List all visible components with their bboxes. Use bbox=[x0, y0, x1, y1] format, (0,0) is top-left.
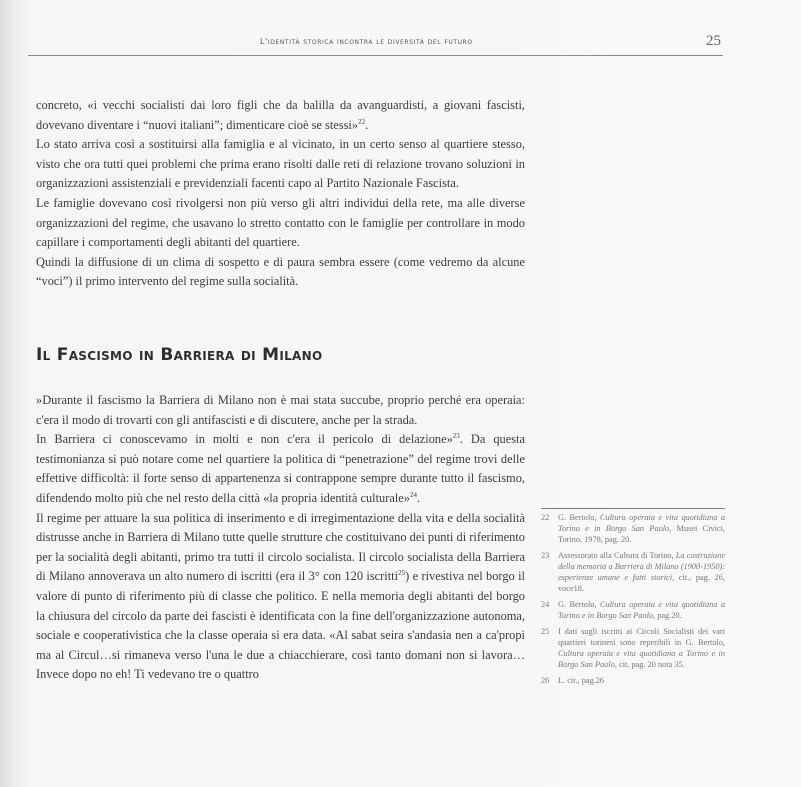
footnote-post: , Musei Civici, Torino, 1978, pag. 20. bbox=[558, 524, 725, 544]
footnote-number: 22 bbox=[541, 513, 550, 522]
footnote-ref[interactable]: 22 bbox=[358, 117, 366, 126]
section-heading: Il Fascismo in Barriera di Milano bbox=[36, 345, 323, 365]
footnote-title: La costruzione della memoria a Barriera di Milano (1900-1950): esperienze umane e fatti storici bbox=[558, 551, 725, 582]
paragraph-text: concreto, «i vecchi socialisti dai loro figli che da balilla da avanguardisti, a giovani fascisti, dovevano diventare i “nuovi italiani”; dimenticare cioè se stessi» bbox=[36, 98, 525, 132]
footnote-pre: Assessorato alla Cultura di Torino, bbox=[558, 551, 676, 560]
paragraph: »Durante il fascismo la Barriera di Milano non è mai stata succube, proprio perché era operaia: c'era il modo di trovarti con gli antifascisti e di discutere, anche per la strada. bbox=[36, 393, 525, 427]
footnote-title: Cultura operaia e vita quotidiana a Torino e in Borgo San Paolo bbox=[558, 649, 725, 669]
footnote-pre: G. Bertolo, bbox=[558, 513, 600, 522]
footnote-title: Cultura operaia e vita quotidiana a Torino e in Borgo San Paolo bbox=[558, 600, 725, 620]
footnote-pre: L. cit., pag.26 bbox=[558, 676, 605, 685]
paragraph-text: . Da questa testimonianza si può notare come nel quartiere la politica di “penetrazione” del regime trovi delle effettive difficoltà: il forte senso di appartenenza si contrappone sempre durante tutto il fascismo, difendendo molto più che nel resto della città «la propria identità culturale» bbox=[36, 432, 525, 505]
paragraph-text: ) e rivestiva nel borgo il valore di punto di riferimento più di classe che politico. E nella memoria degli abitanti del borgo la chiusura del circolo da parte dei fascisti è identificata con la fine dell'organizzazione autonoma, sociale e cooperativistica che la classe operaia si era data. «Al sabat seira s'andasia nen a ca'propi ma al Circul…si rimaneva verso l'una le due a chiacchierare, così tanto domani non si lavora…Invece dopo no eh! Ti vedevano tre o quattro bbox=[36, 569, 525, 682]
paragraph: Le famiglie dovevano così rivolgersi non più verso gli altri individui della rete, ma alle diverse organizzazioni del regime, che usavano lo stretto contatto con le famiglie per controllare in modo capillare i comportamenti degli abitanti del quartiere. bbox=[36, 195, 525, 250]
paragraph bbox=[36, 96, 525, 135]
footnote-text bbox=[558, 599, 725, 621]
footnote-text bbox=[558, 675, 725, 686]
paragraph-text: In Barriera ci conoscevamo in molti e non c'era il pericolo di delazione» bbox=[36, 432, 453, 447]
footnote-text bbox=[558, 550, 725, 594]
footnote-number: 26 bbox=[541, 676, 550, 685]
footnote-ref[interactable]: 25 bbox=[398, 569, 406, 578]
running-title: L'identità storica incontra le diversità del futuro bbox=[260, 37, 473, 46]
footnote-number: 23 bbox=[541, 551, 550, 560]
footnotes bbox=[541, 508, 725, 691]
footnote-number: 25 bbox=[541, 627, 550, 636]
paragraph-text: . bbox=[365, 117, 369, 132]
footnote bbox=[541, 550, 725, 594]
footnote-title: Cultura operaia e vita quotidiana a Torino e in Borgo San Paolo bbox=[558, 513, 725, 533]
section-body bbox=[36, 391, 525, 685]
footnote bbox=[541, 626, 725, 670]
footnote-post: , cit. pag. 20 nota 35. bbox=[614, 660, 685, 669]
footnote-post: , pag.20. bbox=[653, 611, 682, 620]
footnote-text bbox=[558, 626, 725, 670]
footnote bbox=[541, 512, 725, 545]
running-header bbox=[28, 33, 723, 56]
footnote-text bbox=[558, 512, 725, 545]
paragraph: Lo stato arriva così a sostituirsi alla famiglia e al vicinato, in un certo senso al quartiere stesso, visto che ora tutti quei problemi che prima erano risolti dalle reti di relazione trovano soluzioni in organizzazioni assistenziali e previdenziali facenti capo al Partito Nazionale Fascista. bbox=[36, 137, 525, 191]
paragraph-text: Il regime per attuare la sua politica di inserimento e di irregimentazione della vita e della socialità distrusse anche in Barriera di Milano tutte quelle strutture che costituivano dei punti di riferimento per la socialità degli abitanti, primo tra tutti il circolo socialista. Il circolo socialista della Barriera di Milano annoverava un alto numero di iscritti (era il 3° con 120 iscritti bbox=[36, 510, 525, 584]
page-number: 25 bbox=[706, 33, 721, 49]
paragraph bbox=[36, 430, 525, 508]
paragraph bbox=[36, 509, 525, 685]
footnote-number: 24 bbox=[541, 600, 550, 609]
footnote-ref[interactable]: 23 bbox=[452, 432, 460, 441]
footnote-pre: G. Bertolo, bbox=[558, 600, 600, 609]
intro-text bbox=[36, 96, 525, 292]
paragraph-text: . bbox=[417, 490, 421, 505]
paragraph: Quindi la diffusione di un clima di sospetto e di paura sembra essere (come vedremo da alcune “voci”) il primo intervento del regime sulla socialità. bbox=[36, 254, 525, 289]
footnote bbox=[541, 675, 725, 686]
footnote-pre: I dati sugli iscritti ai Circoli Socialisti dei vari quartieri torinesi sono reperibili in G. Bertolo, bbox=[558, 627, 725, 647]
footnote-ref[interactable]: 24 bbox=[410, 490, 417, 499]
footnote-post: , cit., pag. 26, voce18. bbox=[558, 573, 725, 593]
footnote bbox=[541, 599, 725, 621]
